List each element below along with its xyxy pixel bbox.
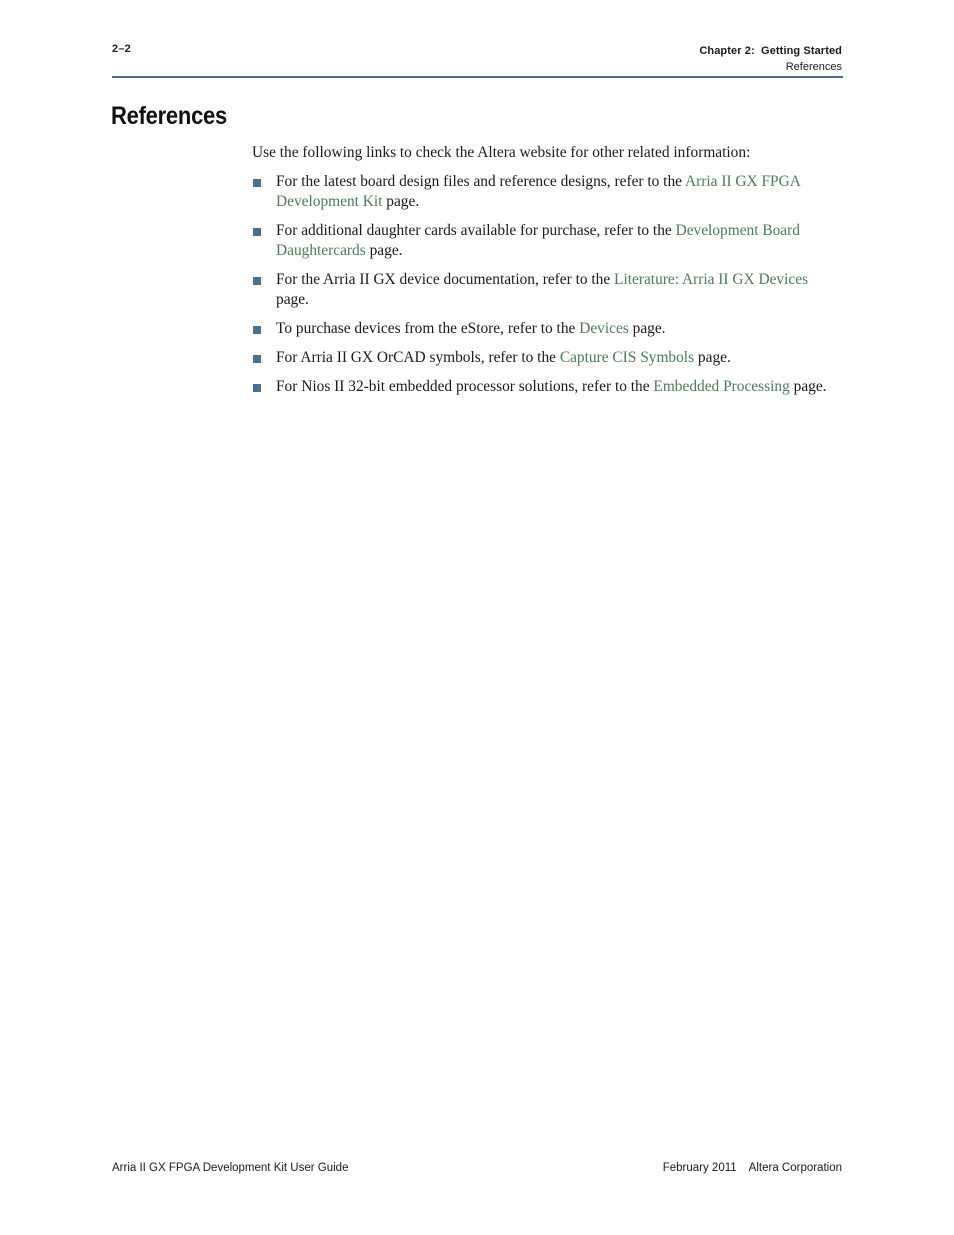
square-bullet-icon: [253, 355, 261, 363]
publication-date: February 2011: [662, 1162, 737, 1174]
item-text-suffix: page.: [694, 349, 731, 366]
item-text-suffix: page.: [365, 242, 403, 259]
document-title: Arria II GX FPGA Development Kit User Guide: [112, 1162, 349, 1174]
item-text-suffix: page.: [628, 320, 666, 337]
item-text: For the latest board design files and reference designs, refer to the: [276, 173, 685, 190]
list-item: [252, 221, 832, 261]
footer-info: [663, 1162, 842, 1174]
square-bullet-icon: [253, 228, 261, 236]
link-devices[interactable]: Devices: [579, 320, 629, 337]
link-literature-arria-ii-gx-devices[interactable]: Literature: Arria II GX Devices: [614, 271, 809, 288]
running-header: [699, 43, 842, 75]
list-item: [252, 348, 832, 368]
header-rule: [112, 76, 843, 78]
reference-list: [252, 172, 832, 397]
list-item: [252, 172, 832, 212]
square-bullet-icon: [253, 179, 261, 187]
intro-paragraph: Use the following links to check the Altera website for other related information:: [252, 144, 751, 161]
item-text: For additional daughter cards available for purchase, refer to the: [276, 222, 676, 239]
item-text: To purchase devices from the eStore, refer to the: [276, 320, 580, 337]
link-development-board-daughtercards[interactable]: Development Board Daughtercards: [276, 222, 800, 259]
section-title: References: [111, 102, 227, 130]
chapter-title: Chapter 2: Getting Started: [699, 45, 842, 57]
item-text: For the Arria II GX device documentation, refer to the: [276, 271, 615, 288]
item-text-suffix: page.: [382, 193, 420, 210]
list-item: [252, 319, 832, 339]
item-text-suffix: page.: [276, 291, 309, 308]
item-text-suffix: page.: [789, 378, 827, 395]
section-name: References: [785, 61, 842, 73]
list-item: [252, 270, 832, 310]
company-name: Altera Corporation: [748, 1162, 842, 1174]
item-text: For Nios II 32-bit embedded processor solutions, refer to the: [276, 378, 654, 395]
square-bullet-icon: [253, 277, 261, 285]
square-bullet-icon: [253, 326, 261, 334]
main-content: [252, 143, 832, 406]
link-embedded-processing[interactable]: Embedded Processing: [653, 378, 790, 395]
list-item: [252, 377, 832, 397]
square-bullet-icon: [253, 384, 261, 392]
link-capture-cis-symbols[interactable]: Capture CIS Symbols: [559, 349, 695, 366]
link-arria-ii-gx-fpga-development-kit[interactable]: Arria II GX FPGA Development Kit: [276, 173, 800, 210]
item-text: For Arria II GX OrCAD symbols, refer to the: [276, 349, 560, 366]
page-number: 2–2: [112, 43, 131, 55]
